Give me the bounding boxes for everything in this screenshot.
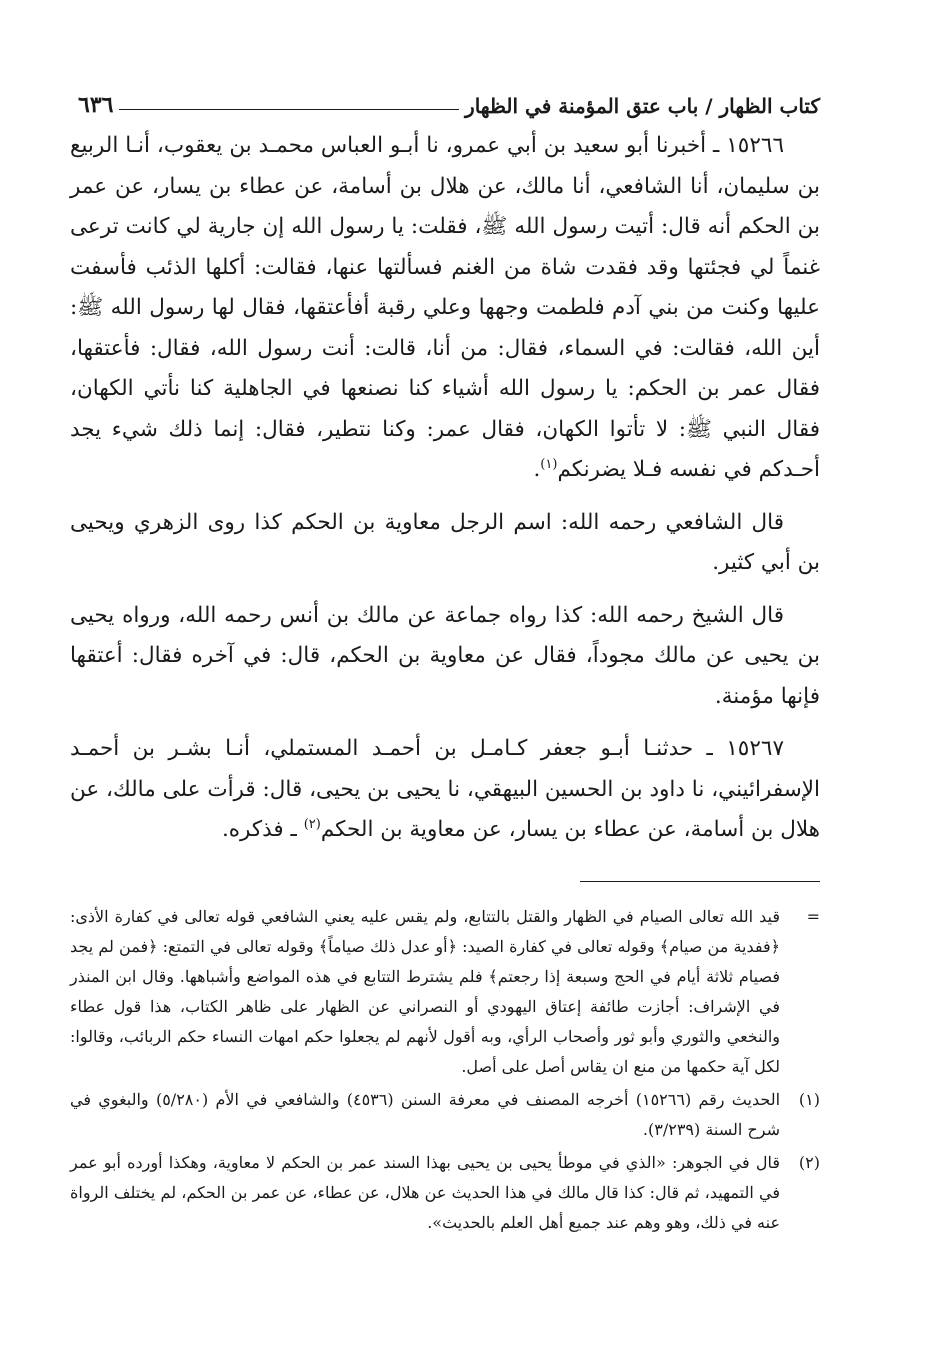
page-number: ٦٣٦ [78, 92, 114, 118]
footnote-mark: (٢) [798, 1152, 820, 1172]
footnote-text: قيد الله تعالى الصيام في الظهار والقتل بالتتابع، ولم يقس عليه يعني الشافعي قوله تعالى في كفارة الأذى: ﴿ففدية من صيام﴾ وقوله تعالى في كفارة الصيد: ﴿أو عدل ذلك صياماً﴾ وقوله تعالى في التمتع: ﴿فمن لم يجد فصيام ثلاثة أيام في الحج وسبعة إذا رجعتم﴾ فلم يشترط التتابع في هذه المواضع وأشباهها. وقال ابن المنذر في الإشراف: أجازت طائفة إعتاق اليهودي أو النصراني عن الظهار على ظاهر الكتاب، هذا قول عطاء والنخعي والثوري وأبو ثور وأصحاب الرأي، وبه أقول لأنهم لم يجعلوا حكم امهات النساء حكم الربائب، وقالوا: لكل آية حكمها من منع ان يقاس أصل على أصل. [70, 906, 781, 1076]
footnotes-divider [580, 881, 820, 882]
header-title: كتاب الظهار / باب عتق المؤمنة في الظهار [465, 94, 820, 118]
book-page [70, 78, 820, 1241]
shafii-comment [70, 503, 820, 584]
sheikh-comment [70, 596, 820, 718]
footnote-ref-2: (٢) [303, 816, 321, 832]
footnote-ref-1: (١) [540, 456, 558, 472]
footnote-mark: (١) [798, 1089, 820, 1109]
footnote-text: قال في الجوهر: «الذي في موطأ يحيى بن يحيى بهذا السند عمر بن الحكم لا معاوية، وهكذا أورده أبو عمر في التمهيد، ثم قال: كذا قال مالك في هذا الحديث عن هلال، عن عطاء، عن عمر بن الحكم، لم يختلف الرواة عنه في ذلك، وهو وهم عند جميع أهل العلم بالحديث». [70, 1152, 781, 1232]
main-text [70, 126, 820, 851]
hadith-15267-text: ١٥٢٦٧ ـ حدثنـا أبـو جعفر كـامـل بن أحمـد المستملي، أنـا بشـر بن أحمـد الإسفرائيني، نا داود بن الحسين البيهقي، نا يحيى بن يحيى، قال: قرأت على مالك، عن هلال بن أسامة، عن عطاء بن يسار، عن معاوية بن الحكم [70, 736, 820, 842]
hadith-15266-text: ١٥٢٦٦ ـ أخبرنا أبو سعيد بن أبي عمرو، نا أبـو العباس محمـد بن يعقوب، أنـا الربيع بن سليمان، أنا الشافعي، أنا مالك، عن هلال بن أسامة، عن عطاء بن يسار، عن عمر بن الحكم أنه قال: أتيت رسول الله ﷺ، فقلت: يا رسول الله إن جارية لي كانت ترعى غنماً لي فجئتها وقد فقدت شاة من الغنم فسألتها عنها، فقالت: أكلها الذئب فأسفت عليها وكنت من بني آدم فلطمت وجهها وعلي رقبة أفأعتقها، فقال لها رسول الله ﷺ: أين الله، فقالت: في السماء، فقال: من أنا، قالت: أنت رسول الله، فقال: فأعتقها، فقال عمر بن الحكم: يا رسول الله أشياء كنا نصنعها في الجاهلية كنا نأتي الكهان، فقال النبي ﷺ: لا تأتوا الكهان، فقال عمر: وكنا نتطير، فقال: إنما ذلك شيء يجد أحـدكم في نفسه فـلا يضرنكم [70, 133, 820, 482]
hadith-15267 [70, 729, 820, 851]
hadith-15266-end: . [533, 457, 541, 482]
footnotes [70, 902, 820, 1238]
footnote-mark: = [806, 906, 820, 926]
hadith-15266 [70, 126, 820, 491]
header-rule [119, 108, 459, 110]
footnote-2 [70, 1148, 820, 1238]
footnote-1 [70, 1085, 820, 1145]
hadith-15267-end: ـ فذكره. [221, 817, 304, 842]
shafii-comment-text: قال الشافعي رحمه الله: اسم الرجل معاوية بن الحكم كذا روى الزهري ويحيى بن أبي كثير. [70, 509, 820, 575]
footnote-text: الحديث رقم (١٥٢٦٦) أخرجه المصنف في معرفة السنن (٤٥٣٦) والشافعي في الأم (٥/٢٨٠) والبغوي في شرح السنة (٣/٢٣٩). [70, 1089, 781, 1139]
running-header [70, 78, 820, 118]
footnote-continued [70, 902, 820, 1082]
sheikh-comment-text: قال الشيخ رحمه الله: كذا رواه جماعة عن مالك بن أنس رحمه الله، ورواه يحيى بن يحيى عن مالك مجوداً، فقال عن معاوية بن الحكم، قال: في آخره فقال: أعتقها فإنها مؤمنة. [70, 602, 820, 709]
